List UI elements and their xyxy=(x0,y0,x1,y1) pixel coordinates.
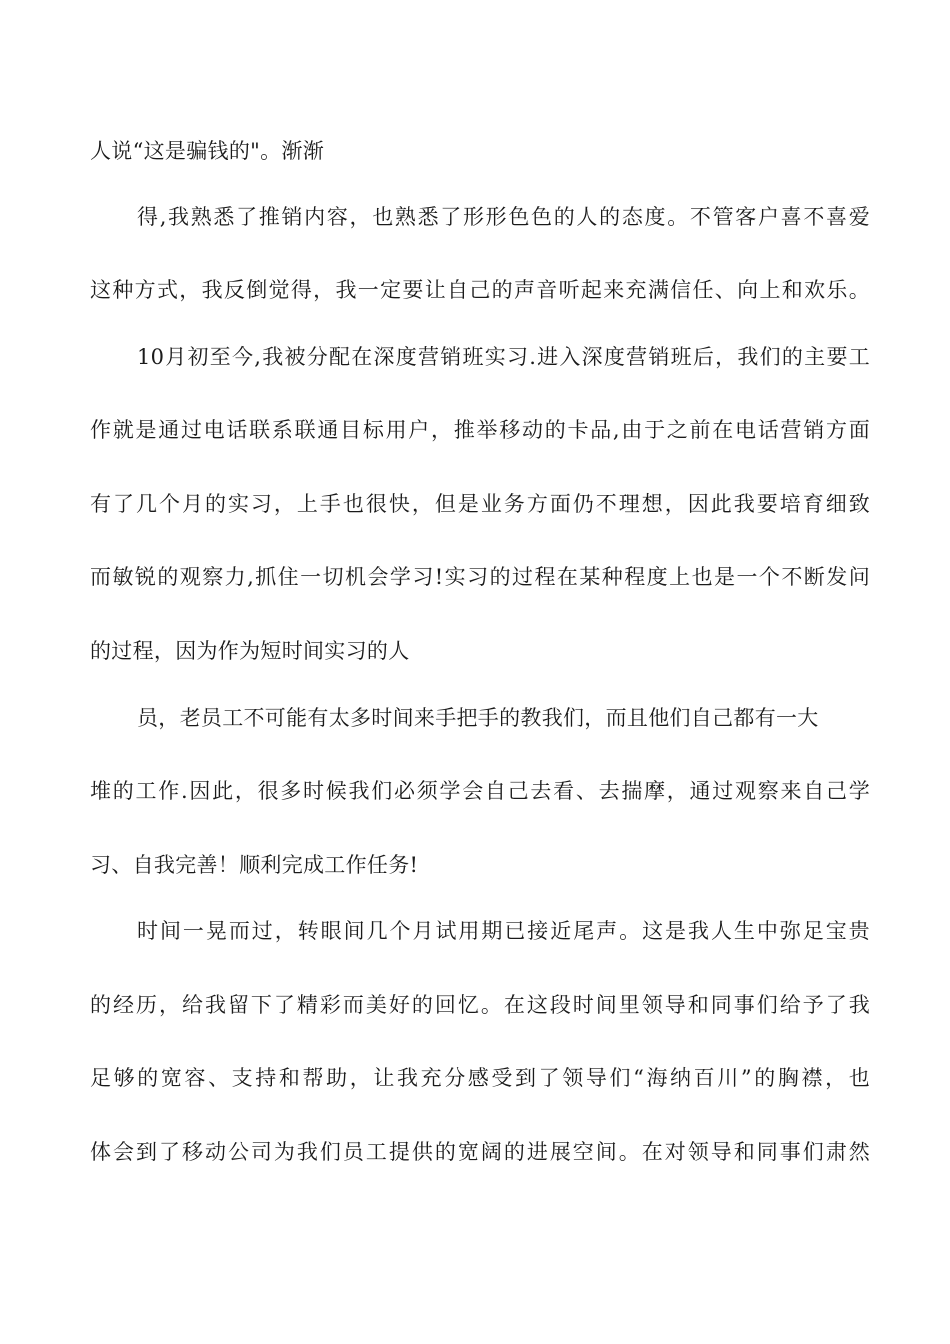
text-line-13: 的经历，给我留下了精彩而美好的回忆。在这段时间里领导和同事们给予了我 xyxy=(90,993,870,1017)
text-line-4: 10月初至今,我被分配在深度营销班实习.进入深度营销班后，我们的主要工 xyxy=(137,345,870,369)
text-line-8: 的过程，因为作为短时间实习的人 xyxy=(90,639,410,663)
text-line-7: 而敏锐的观察力,抓住一切机会学习!实习的过程在某种程度上也是一个不断发问 xyxy=(90,565,870,589)
text-line-15: 体会到了移动公司为我们员工提供的宽阔的进展空间。在对领导和同事们肃然 xyxy=(90,1140,870,1164)
text-line-5: 作就是通过电话联系联通目标用户，推举移动的卡品,由于之前在电话营销方面 xyxy=(90,418,870,442)
text-line-1: 人说“这是骗钱的"。渐渐 xyxy=(90,139,324,163)
text-line-11: 习、自我完善！顺利完成工作任务! xyxy=(90,853,419,877)
text-line-14: 足够的宽容、支持和帮助，让我充分感受到了领导们“海纳百川”的胸襟，也 xyxy=(90,1066,870,1090)
text-line-9: 员，老员工不可能有太多时间来手把手的教我们，而且他们自己都有一大 xyxy=(137,706,819,730)
text-line-2: 得,我熟悉了推销内容，也熟悉了形形色色的人的态度。不管客户喜不喜爱 xyxy=(137,205,870,229)
text-line-12: 时间一晃而过，转眼间几个月试用期已接近尾声。这是我人生中弥足宝贵 xyxy=(137,919,870,943)
text-line-6: 有了几个月的实习，上手也很快，但是业务方面仍不理想，因此我要培育细致 xyxy=(90,492,870,516)
text-line-10: 堆的工作.因此，很多时候我们必须学会自己去看、去揣摩，通过观察来自己学 xyxy=(90,779,870,803)
text-line-3: 这种方式，我反倒觉得，我一定要让自己的声音听起来充满信任、向上和欢乐。 xyxy=(90,278,870,302)
